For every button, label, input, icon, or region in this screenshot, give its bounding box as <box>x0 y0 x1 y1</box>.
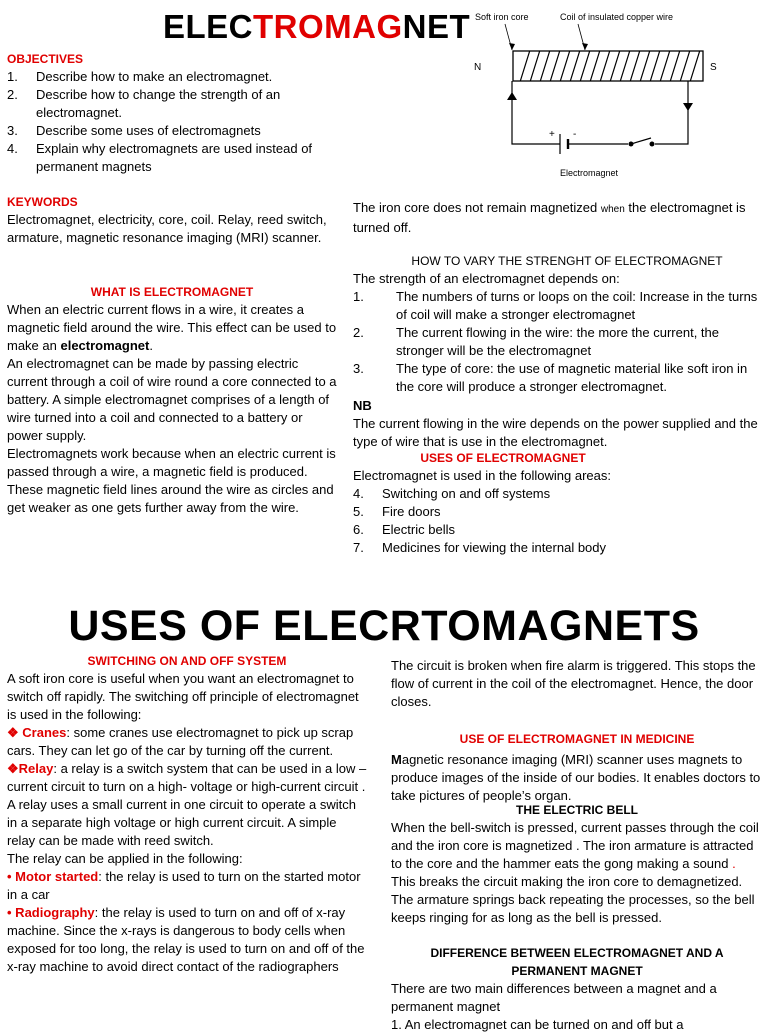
medicine-text: Magnetic resonance imaging (MRI) scanner uses magnets to produce images of the inside of our bodies. It enables doctors to take pictures of people’s organ. <box>391 752 761 803</box>
cranes-paragraph: ❖ Cranes: some cranes use electromagnet to pick up scrap cars. They can let go of the car by turning off the current. <box>7 725 354 758</box>
switching-heading: SWITCHING ON AND OFF SYSTEM <box>87 654 287 668</box>
vary-heading: HOW TO VARY THE STRENGHT OF ELECTROMAGNET <box>411 254 723 268</box>
electromagnet-diagram-svg <box>460 6 730 186</box>
switch-lever <box>631 138 651 144</box>
vary-intro: The strength of an electromagnet depends on: <box>353 271 620 286</box>
bell-heading: THE ELECTRIC BELL <box>516 803 638 817</box>
uses-list <box>353 485 763 557</box>
relay-applied: The relay can be applied in the following: <box>7 851 243 866</box>
switching-intro: A soft iron core is useful when you want an electromagnet to switch off rapidly. The switching off principle of electromagnet is used in the following: <box>7 671 359 722</box>
what-is-section <box>7 283 337 517</box>
coil-pointer-arrow <box>582 43 588 50</box>
medicine-section <box>391 730 763 805</box>
dot-bullet-icon: • <box>7 905 12 920</box>
radiography-paragraph: • Radiography: the relay is used to turn on and off of x-ray machine. Since the x-rays is dangerous to body cells when exposed for too long, the relay is used to turn on and off of the x-ray machine to avoid direct contact of the radiographers <box>7 905 365 974</box>
list-item: 2. The current flowing in the wire: the more the current, the stronger will be the electromagnet <box>353 325 719 358</box>
medicine-heading: USE OF ELECTROMAGNET IN MEDICINE <box>459 732 695 746</box>
list-item: 4. Switching on and off systems <box>353 486 551 501</box>
what-is-paragraph-3: Electromagnets work because when an electric current is passed through a wire, a magnetic field is produced. These magnetic field lines around the wire as circles and get weaker as one gets further away from the wire. <box>7 446 336 515</box>
objectives-list <box>7 68 337 176</box>
keywords-heading: KEYWORDS <box>7 195 78 209</box>
difference-section <box>391 944 763 1032</box>
diamond-bullet-icon: ❖ <box>7 761 19 776</box>
current-arrow-left <box>507 92 517 100</box>
title-part-2: TROMAG <box>253 8 403 45</box>
current-arrow-right <box>683 103 693 111</box>
north-pole-label: N <box>474 62 482 73</box>
section-title: USES OF ELECRTOMAGNETS <box>68 602 700 650</box>
nb-text: The current flowing in the wire depends on the power supplied and the type of wire that is use in the electromagnet. <box>353 416 758 449</box>
list-item: 3. Describe some uses of electromagnets <box>7 123 261 138</box>
difference-text: There are two main differences between a magnet and a permanent magnet <box>391 981 717 1014</box>
list-item: 6. Electric bells <box>353 522 455 537</box>
battery-minus-label: - <box>573 129 577 140</box>
switch-contact-right <box>650 142 655 147</box>
diagram-caption: Electromagnet <box>560 168 619 178</box>
fire-door-paragraph: The circuit is broken when fire alarm is triggered. This stops the flow of current in the coil of the electromagnet. Hence, the door closes. <box>391 658 756 709</box>
bell-text: When the bell-switch is pressed, current passes through the coil and the iron core is magnetized . The iron armature is attracted to the core and the hammer eats the gong making a sound . This breaks the circuit making the iron core to demagnetized. The armature springs back repeating the processes, so the bell keeps ringing for as long as the bell is pressed. <box>391 820 759 925</box>
objectives-heading: OBJECTIVES <box>7 52 84 66</box>
list-item: 1. Describe how to make an electromagnet. <box>7 69 273 84</box>
list-item: 3. The type of core: the use of magnetic material like soft iron in the core will produce a stronger electromagnet. <box>353 361 748 394</box>
relay-paragraph: ❖Relay: a relay is a switch system that can be used in a low –current circuit to turn on a high- voltage or high-current circuit . A relay uses a small current in one circuit to operate a switch in a separate high voltage or high current circuit. A simple relay can be made with reed switch. <box>7 761 367 848</box>
page-title <box>163 8 470 46</box>
uses-intro: Electromagnet is used in the following areas: <box>353 468 611 483</box>
circuit-wire-right <box>655 81 688 144</box>
list-item: 1. The numbers of turns or loops on the coil: Increase in the turns of coil will make a stronger electromagnet <box>353 289 758 322</box>
title-part-1: ELEC <box>163 8 254 45</box>
core-pointer-arrow <box>509 43 515 50</box>
core-label: Soft iron core <box>475 12 529 22</box>
keywords-text: Electromagnet, electricity, core, coil. Relay, reed switch, armature, magnetic resonance imaging (MRI) scanner. <box>7 212 327 245</box>
what-is-paragraph-2: An electromagnet can be made by passing electric current through a coil of wire round a core connected to a battery. A simple electromagnet comprises of a length of wire turned into a coil and connected to a battery or power supply. <box>7 356 337 443</box>
list-item: 4. Explain why electromagnets are used instead of permanent magnets <box>7 141 313 174</box>
list-item: 5. Fire doors <box>353 504 441 519</box>
list-item: 2. Describe how to change the strength of an electromagnet. <box>7 87 281 120</box>
difference-heading-2: PERMANENT MAGNET <box>511 964 643 978</box>
diamond-bullet-icon: ❖ <box>7 725 19 740</box>
keywords-section <box>7 193 337 247</box>
uses-section <box>353 449 763 557</box>
iron-core-note: The iron core does not remain magnetized when the electromagnet is turned off. <box>353 200 746 235</box>
south-pole-label: S <box>710 62 717 73</box>
what-is-heading: WHAT IS ELECTROMAGNET <box>90 285 254 299</box>
vary-list <box>353 288 763 396</box>
electric-bell-section <box>391 801 763 927</box>
objectives-section <box>7 50 337 176</box>
switching-section <box>7 652 367 976</box>
nb-label: NB <box>353 398 372 413</box>
battery-plus-label: + <box>549 129 555 140</box>
vary-strength-section <box>353 252 763 451</box>
dot-bullet-icon: • <box>7 869 12 884</box>
what-is-paragraph-1: When an electric current flows in a wire, it creates a magnetic field around the wire. This effect can be used to make an electromagnet. <box>7 302 337 353</box>
motor-paragraph: • Motor started: the relay is used to turn on the started motor in a car <box>7 869 361 902</box>
list-item: 7. Medicines for viewing the internal body <box>353 540 607 555</box>
title-part-3: NET <box>402 8 471 45</box>
coil-label: Coil of insulated copper wire <box>560 12 674 22</box>
difference-item-1: 1. An electromagnet can be turned on and off but a <box>391 1017 684 1032</box>
uses-heading: USES OF ELECTROMAGNET <box>420 451 586 465</box>
electromagnet-diagram <box>460 6 730 186</box>
difference-heading-1: DIFFERENCE BETWEEN ELECTROMAGNET AND A <box>430 946 724 960</box>
